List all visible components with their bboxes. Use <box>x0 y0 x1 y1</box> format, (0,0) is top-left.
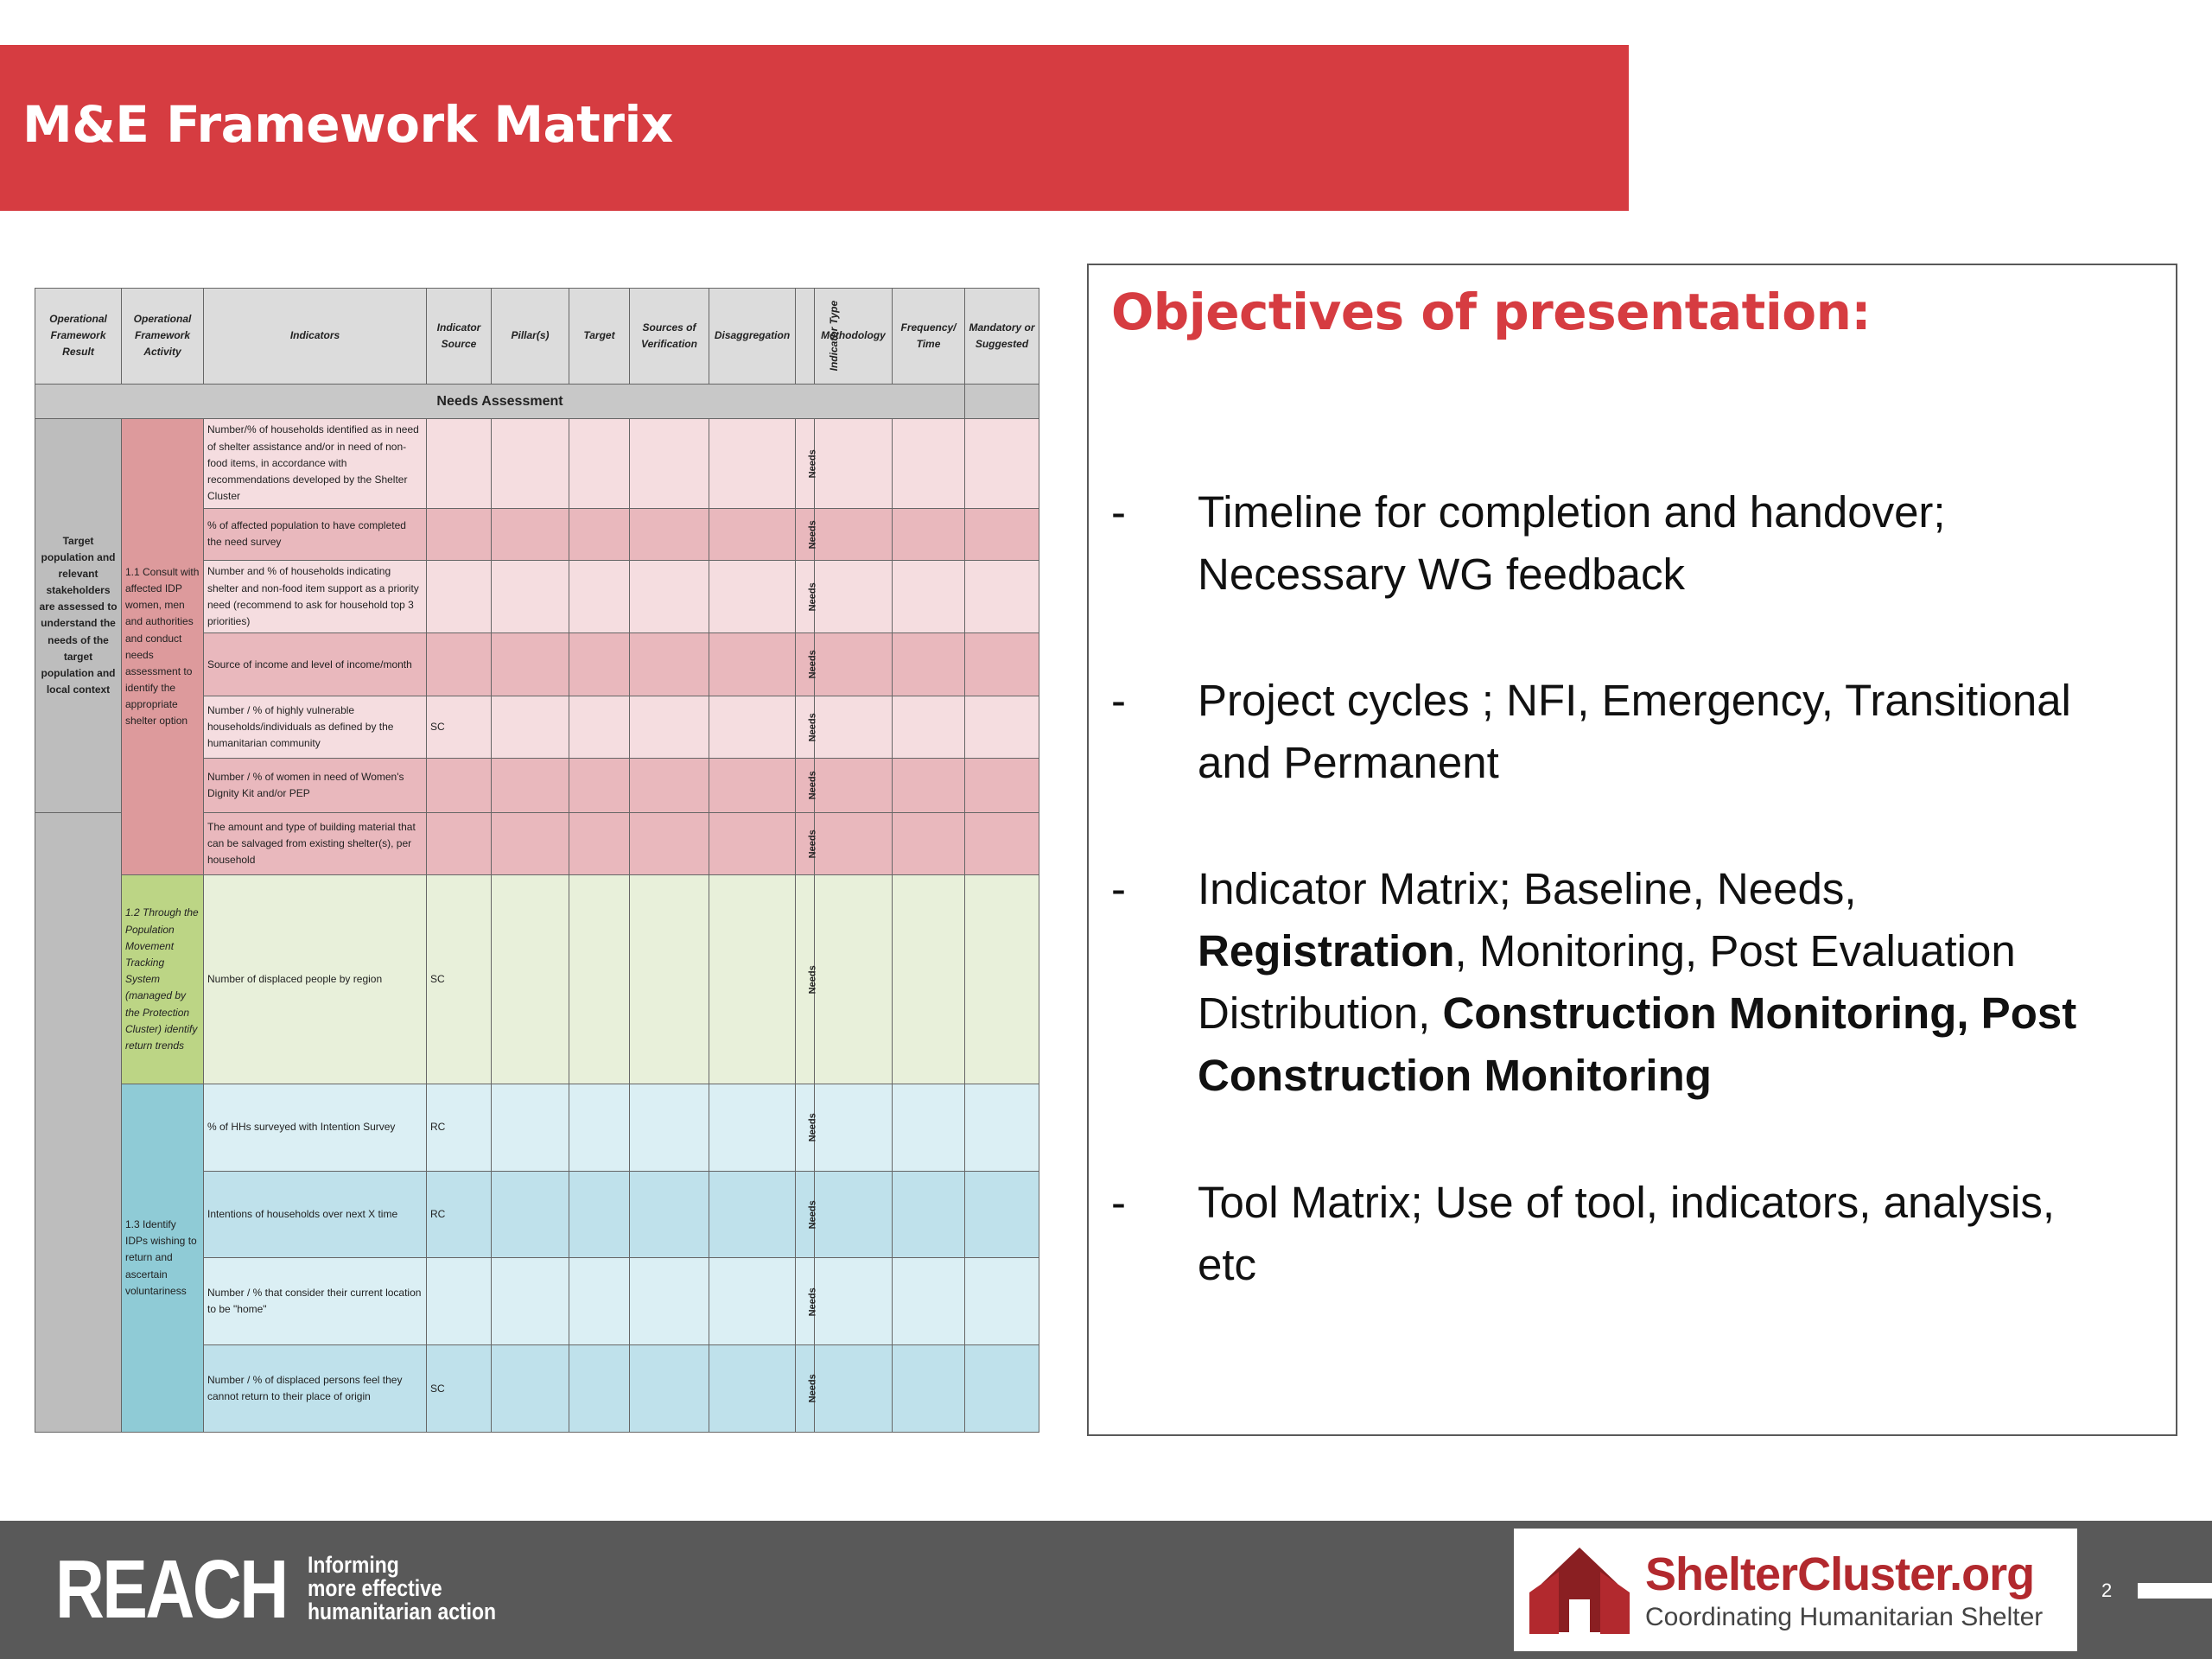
footer-bar <box>0 1521 2212 1659</box>
indicator-cell: Intentions of households over next X time <box>204 1171 427 1258</box>
objective-bold: Construction Monitoring <box>1198 1051 1712 1100</box>
table-row <box>35 875 1039 1084</box>
objective-line: Timeline for completion and handover; <box>1198 487 1946 537</box>
indicator-cell: Number / % that consider their current location to be "home" <box>204 1258 427 1345</box>
source-cell <box>427 561 492 633</box>
type-cell: Needs <box>796 875 815 1084</box>
activity-cell: 1.2 Through the Population Movement Tracking System (managed by the Protection Cluster) identify return trends <box>122 875 204 1084</box>
objective-line: Project cycles ; NFI, Emergency, Transitional <box>1198 676 2071 725</box>
matrix-header-row <box>35 289 1039 385</box>
indicator-cell: % of affected population to have completed the need survey <box>204 508 427 560</box>
source-cell <box>427 1258 492 1345</box>
slide-title: M&E Framework Matrix <box>22 95 673 154</box>
indicator-cell: Number/% of households identified as in need of shelter assistance and/or in need of non-food items, in accordance with recommendations developed by the Shelter Cluster <box>204 419 427 509</box>
header-cell: Disaggregation <box>709 289 796 385</box>
activity-cell: 1.3 Identify IDPs wishing to return and ascertain voluntariness <box>122 1084 204 1433</box>
header-cell: Indicators <box>204 289 427 385</box>
section-label: Needs Assessment <box>35 384 965 418</box>
header-cell: Mandatory or Suggested <box>965 289 1039 385</box>
type-cell: Needs <box>796 419 815 509</box>
objective-line: Registration, Monitoring, Post Evaluation <box>1198 926 2016 976</box>
title-bar <box>0 45 1629 211</box>
type-cell: Needs <box>796 1258 815 1345</box>
indicator-cell: Number / % of displaced persons feel they cannot return to their place of origin <box>204 1345 427 1433</box>
indicator-cell: Number / % of highly vulnerable households/individuals as defined by the humanitarian community <box>204 696 427 759</box>
source-cell <box>427 759 492 812</box>
objective-line: Distribution, Construction Monitoring, Post <box>1198 988 2077 1038</box>
objective-line <box>1198 1045 2165 1107</box>
reach-logo: REACH <box>55 1543 287 1636</box>
sheltercluster-logo <box>1514 1529 2077 1651</box>
objective-bold: Registration <box>1198 926 1455 976</box>
objective-bold: Construction Monitoring, Post <box>1442 988 2077 1038</box>
source-cell: SC <box>427 696 492 759</box>
type-cell: Needs <box>796 561 815 633</box>
table-row <box>35 419 1039 509</box>
source-cell: SC <box>427 1345 492 1433</box>
type-cell: Needs <box>796 1084 815 1172</box>
objective-line: Tool Matrix; Use of tool, indicators, analysis, <box>1198 1178 2056 1227</box>
page-indicator-bar <box>2138 1583 2212 1599</box>
indicator-cell: Number and % of households indicating shelter and non-food item support as a priority need (recommend to ask for household top 3 priorities) <box>204 561 427 633</box>
type-cell: Needs <box>796 759 815 812</box>
header-cell: Indicator Type <box>796 289 815 385</box>
type-cell: Needs <box>796 812 815 875</box>
source-cell: RC <box>427 1084 492 1172</box>
header-cell: Indicator Source <box>427 289 492 385</box>
objectives-box <box>1087 264 2177 1436</box>
type-cell: Needs <box>796 508 815 560</box>
indicator-cell: Number / % of women in need of Women's Dignity Kit and/or PEP <box>204 759 427 812</box>
type-cell: Needs <box>796 1345 815 1433</box>
header-cell: Operational Framework Activity <box>122 289 204 385</box>
me-framework-matrix <box>35 288 1039 1433</box>
header-cell: Target <box>569 289 630 385</box>
section-row <box>35 384 1039 418</box>
result-cell: Target population and relevant stakeholders are assessed to understand the needs of the target population and local context <box>35 419 122 813</box>
header-cell: Sources of Verification <box>630 289 709 385</box>
indicator-cell: Source of income and level of income/month <box>204 633 427 696</box>
bullet-dash: - <box>1111 1178 1126 1227</box>
type-cell: Needs <box>796 633 815 696</box>
objective-line: etc <box>1198 1240 1257 1289</box>
header-cell: Methodology <box>815 289 893 385</box>
objective-line: and Permanent <box>1198 738 1499 787</box>
source-cell <box>427 812 492 875</box>
header-cell: Operational Framework Result <box>35 289 122 385</box>
bullet-dash: - <box>1111 487 1126 537</box>
objective-line: Necessary WG feedback <box>1198 550 1686 599</box>
bullet-dash: - <box>1111 676 1126 725</box>
source-cell <box>427 508 492 560</box>
source-cell: RC <box>427 1171 492 1258</box>
type-cell: Needs <box>796 1171 815 1258</box>
bullet-dash: - <box>1111 864 1126 913</box>
header-cell: Pillar(s) <box>492 289 569 385</box>
objectives-title: Objectives of presentation: <box>1111 283 1872 341</box>
house-hands-icon <box>1524 1542 1635 1639</box>
indicator-cell: % of HHs surveyed with Intention Survey <box>204 1084 427 1172</box>
indicator-cell: The amount and type of building material that can be salvaged from existing shelter(s), per household <box>204 812 427 875</box>
source-cell <box>427 633 492 696</box>
table-row <box>35 1084 1039 1172</box>
reach-tagline: Informing more effective humanitarian action <box>308 1552 497 1624</box>
type-cell: Needs <box>796 696 815 759</box>
page-number: 2 <box>2101 1580 2113 1601</box>
source-cell <box>427 419 492 509</box>
objective-line: Indicator Matrix; Baseline, Needs, <box>1198 864 1857 913</box>
source-cell: SC <box>427 875 492 1084</box>
sheltercluster-subtitle: Coordinating Humanitarian Shelter <box>1645 1603 2044 1631</box>
activity-cell: 1.1 Consult with affected IDP women, men and authorities and conduct needs assessment to identify the appropriate shelter option <box>122 419 204 875</box>
header-cell: Frequency/ Time <box>893 289 965 385</box>
sheltercluster-name: ShelterCluster.org <box>1645 1548 2035 1600</box>
matrix-table <box>35 288 1039 1433</box>
indicator-cell: Number of displaced people by region <box>204 875 427 1084</box>
